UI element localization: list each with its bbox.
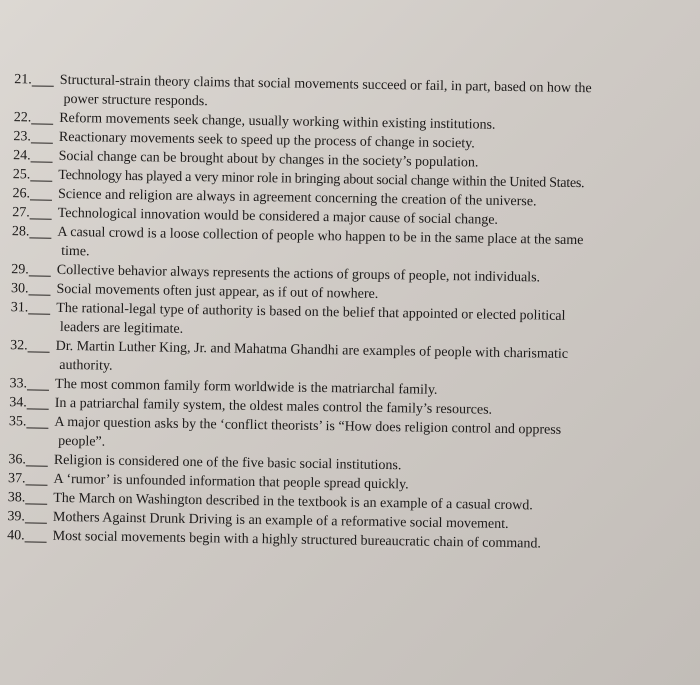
- question-text: Most social movements begin with a highly structured bureaucratic chain of command.: [52, 528, 542, 552]
- question-number: 25.: [12, 167, 31, 183]
- question-number: 23.: [13, 129, 32, 145]
- question-text: The most common family form worldwide is the matriarchal family.: [54, 376, 438, 398]
- question-text: Religion is considered one of the five basic social institutions.: [53, 452, 402, 474]
- question-text: Structural-strain theory claims that social movements succeed or fail, in part, based on how the power structure responds.: [59, 71, 694, 119]
- question-number: 36.: [8, 452, 26, 468]
- question-text: Social change can be brought about by changes in the society’s population.: [58, 148, 479, 171]
- answer-blank[interactable]: [31, 108, 53, 124]
- question-text-continued: leaders are legitimate.: [59, 319, 184, 337]
- answer-blank[interactable]: [27, 374, 49, 390]
- question-number: 38.: [7, 490, 26, 506]
- answer-blank[interactable]: [28, 336, 50, 352]
- question-list: [0, 70, 694, 556]
- question-text-continued: time.: [61, 243, 90, 260]
- question-number: 39.: [7, 509, 26, 525]
- question-number: 33.: [9, 376, 28, 392]
- answer-blank[interactable]: [30, 203, 52, 219]
- question-number: 27.: [12, 205, 30, 221]
- answer-blank[interactable]: [25, 526, 47, 542]
- answer-blank[interactable]: [25, 507, 47, 523]
- question-text: Science and religion are always in agreement concerning the creation of the universe.: [57, 186, 537, 210]
- question-number: 31.: [10, 300, 29, 316]
- question-number: 40.: [7, 528, 25, 544]
- question-number: 32.: [10, 338, 28, 354]
- question-text: Reform movements seek change, usually working within existing institutions.: [59, 110, 496, 133]
- question-number: 21.: [14, 72, 32, 88]
- question-text: Technological innovation would be considered a major cause of social change.: [57, 205, 499, 228]
- answer-blank[interactable]: [30, 184, 52, 200]
- answer-blank[interactable]: [25, 488, 47, 504]
- question-text: Mothers Against Drunk Driving is an example of a reformative social movement.: [52, 509, 509, 532]
- question-number: 35.: [8, 414, 27, 430]
- question-text-continued: authority.: [59, 357, 113, 374]
- question-number: 37.: [7, 471, 26, 487]
- answer-blank[interactable]: [30, 165, 52, 181]
- answer-blank[interactable]: [31, 127, 53, 143]
- answer-blank[interactable]: [29, 222, 51, 238]
- question-text: A major question asks by the ‘conflict theorists’ is “How does religion control and oppress people”.: [54, 413, 689, 461]
- answer-blank[interactable]: [29, 260, 51, 276]
- question-number: 22.: [13, 110, 32, 126]
- answer-blank[interactable]: [31, 146, 53, 162]
- question-text: In a patriarchal family system, the oldest males control the family’s resources.: [54, 395, 493, 418]
- question-text: Reactionary movements seek to speed up the process of change in society.: [58, 129, 475, 152]
- answer-blank[interactable]: [25, 469, 47, 485]
- answer-blank[interactable]: [28, 298, 50, 314]
- question-number: 26.: [12, 186, 31, 202]
- answer-blank[interactable]: [26, 412, 48, 428]
- question-text: A casual crowd is a loose collection of people who happen to be in the same place at the same time.: [57, 223, 692, 271]
- question-number: 28.: [11, 224, 30, 240]
- question-text: Social movements often just appear, as if out of nowhere.: [56, 281, 379, 302]
- question-text-continued: power structure responds.: [63, 91, 208, 110]
- question-number: 24.: [13, 148, 31, 164]
- question-text: Dr. Martin Luther King, Jr. and Mahatma Ghandhi are examples of people with charismatic authority.: [55, 337, 690, 385]
- question-text: Collective behavior always represents the actions of groups of people, not individuals.: [56, 262, 541, 286]
- answer-blank[interactable]: [32, 70, 54, 86]
- question-number: 34.: [9, 395, 27, 411]
- question-text: The March on Washington described in the textbook is an example of a casual crowd.: [53, 490, 533, 514]
- answer-blank[interactable]: [27, 393, 49, 409]
- question-number: 29.: [11, 262, 29, 278]
- question-text-continued: people”.: [58, 433, 106, 450]
- answer-blank[interactable]: [26, 450, 48, 466]
- question-text: Technology has played a very minor role in bringing about social change within the United States.: [58, 167, 585, 192]
- question-text: A ‘rumor’ is unfounded information that people spread quickly.: [53, 471, 409, 493]
- answer-blank[interactable]: [28, 279, 50, 295]
- question-number: 30.: [10, 281, 29, 297]
- question-text: The rational-legal type of authority is based on the belief that appointed or elected political leaders are legitimate.: [56, 299, 691, 347]
